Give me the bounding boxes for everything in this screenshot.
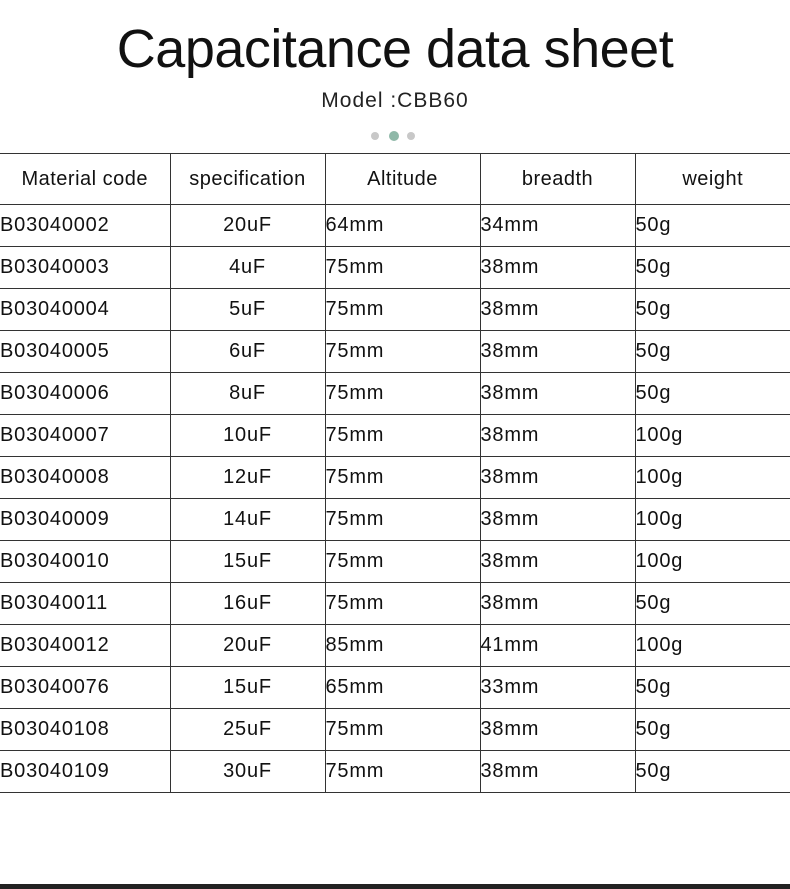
header-material-code: Material code <box>0 154 170 205</box>
capacitance-table <box>0 153 790 793</box>
cell-specification: 16uF <box>170 583 325 625</box>
cell-breadth: 38mm <box>480 373 635 415</box>
cell-altitude: 64mm <box>325 205 480 247</box>
cell-material-code: B03040004 <box>0 289 170 331</box>
cell-weight: 50g <box>635 583 790 625</box>
table-row <box>0 331 790 373</box>
cell-material-code: B03040012 <box>0 625 170 667</box>
cell-altitude: 75mm <box>325 415 480 457</box>
cell-specification: 8uF <box>170 373 325 415</box>
model-subtitle: Model :CBB60 <box>321 89 469 112</box>
cell-breadth: 38mm <box>480 541 635 583</box>
cell-specification: 6uF <box>170 331 325 373</box>
cell-breadth: 34mm <box>480 205 635 247</box>
header-breadth: breadth <box>480 154 635 205</box>
cell-weight: 100g <box>635 625 790 667</box>
carousel-dots <box>370 131 420 143</box>
cell-material-code: B03040005 <box>0 331 170 373</box>
carousel-dot-active[interactable] <box>389 131 399 141</box>
cell-weight: 50g <box>635 709 790 751</box>
cell-weight: 50g <box>635 667 790 709</box>
cell-altitude: 75mm <box>325 331 480 373</box>
cell-breadth: 38mm <box>480 499 635 541</box>
cell-altitude: 65mm <box>325 667 480 709</box>
cell-material-code: B03040002 <box>0 205 170 247</box>
cell-altitude: 75mm <box>325 583 480 625</box>
cell-specification: 14uF <box>170 499 325 541</box>
carousel-dot[interactable] <box>371 132 379 140</box>
cell-altitude: 75mm <box>325 289 480 331</box>
cell-specification: 10uF <box>170 415 325 457</box>
cell-weight: 100g <box>635 499 790 541</box>
cell-breadth: 38mm <box>480 583 635 625</box>
table-row <box>0 415 790 457</box>
cell-specification: 15uF <box>170 541 325 583</box>
cell-material-code: B03040109 <box>0 751 170 793</box>
cell-material-code: B03040008 <box>0 457 170 499</box>
page-title: Capacitance data sheet <box>116 19 674 79</box>
cell-breadth: 41mm <box>480 625 635 667</box>
carousel-dot[interactable] <box>407 132 415 140</box>
header-weight: weight <box>635 154 790 205</box>
cell-material-code: B03040011 <box>0 583 170 625</box>
cell-breadth: 38mm <box>480 457 635 499</box>
cell-material-code: B03040007 <box>0 415 170 457</box>
cell-weight: 50g <box>635 289 790 331</box>
table-row <box>0 541 790 583</box>
cell-material-code: B03040003 <box>0 247 170 289</box>
cell-specification: 20uF <box>170 205 325 247</box>
cell-material-code: B03040108 <box>0 709 170 751</box>
table-row <box>0 457 790 499</box>
table-row <box>0 373 790 415</box>
cell-breadth: 38mm <box>480 709 635 751</box>
table-row <box>0 205 790 247</box>
cell-altitude: 75mm <box>325 247 480 289</box>
table-row <box>0 751 790 793</box>
cell-material-code: B03040006 <box>0 373 170 415</box>
cell-altitude: 75mm <box>325 709 480 751</box>
cell-specification: 20uF <box>170 625 325 667</box>
bottom-divider <box>0 884 790 889</box>
cell-specification: 12uF <box>170 457 325 499</box>
table-row <box>0 583 790 625</box>
cell-specification: 4uF <box>170 247 325 289</box>
cell-material-code: B03040010 <box>0 541 170 583</box>
cell-breadth: 33mm <box>480 667 635 709</box>
table-header-row <box>0 154 790 205</box>
cell-breadth: 38mm <box>480 751 635 793</box>
cell-breadth: 38mm <box>480 289 635 331</box>
cell-breadth: 38mm <box>480 331 635 373</box>
cell-specification: 15uF <box>170 667 325 709</box>
cell-specification: 30uF <box>170 751 325 793</box>
cell-weight: 50g <box>635 247 790 289</box>
cell-weight: 50g <box>635 205 790 247</box>
cell-weight: 100g <box>635 457 790 499</box>
cell-altitude: 75mm <box>325 751 480 793</box>
table-row <box>0 667 790 709</box>
table-row <box>0 625 790 667</box>
cell-altitude: 85mm <box>325 625 480 667</box>
cell-material-code: B03040076 <box>0 667 170 709</box>
table-row <box>0 499 790 541</box>
table-row <box>0 247 790 289</box>
cell-altitude: 75mm <box>325 373 480 415</box>
cell-weight: 50g <box>635 373 790 415</box>
cell-breadth: 38mm <box>480 415 635 457</box>
cell-weight: 50g <box>635 331 790 373</box>
cell-weight: 100g <box>635 415 790 457</box>
cell-weight: 50g <box>635 751 790 793</box>
cell-specification: 25uF <box>170 709 325 751</box>
cell-specification: 5uF <box>170 289 325 331</box>
cell-breadth: 38mm <box>480 247 635 289</box>
cell-material-code: B03040009 <box>0 499 170 541</box>
header-specification: specification <box>170 154 325 205</box>
cell-altitude: 75mm <box>325 541 480 583</box>
table-row <box>0 289 790 331</box>
header-altitude: Altitude <box>325 154 480 205</box>
table-row <box>0 709 790 751</box>
cell-altitude: 75mm <box>325 499 480 541</box>
cell-altitude: 75mm <box>325 457 480 499</box>
cell-weight: 100g <box>635 541 790 583</box>
